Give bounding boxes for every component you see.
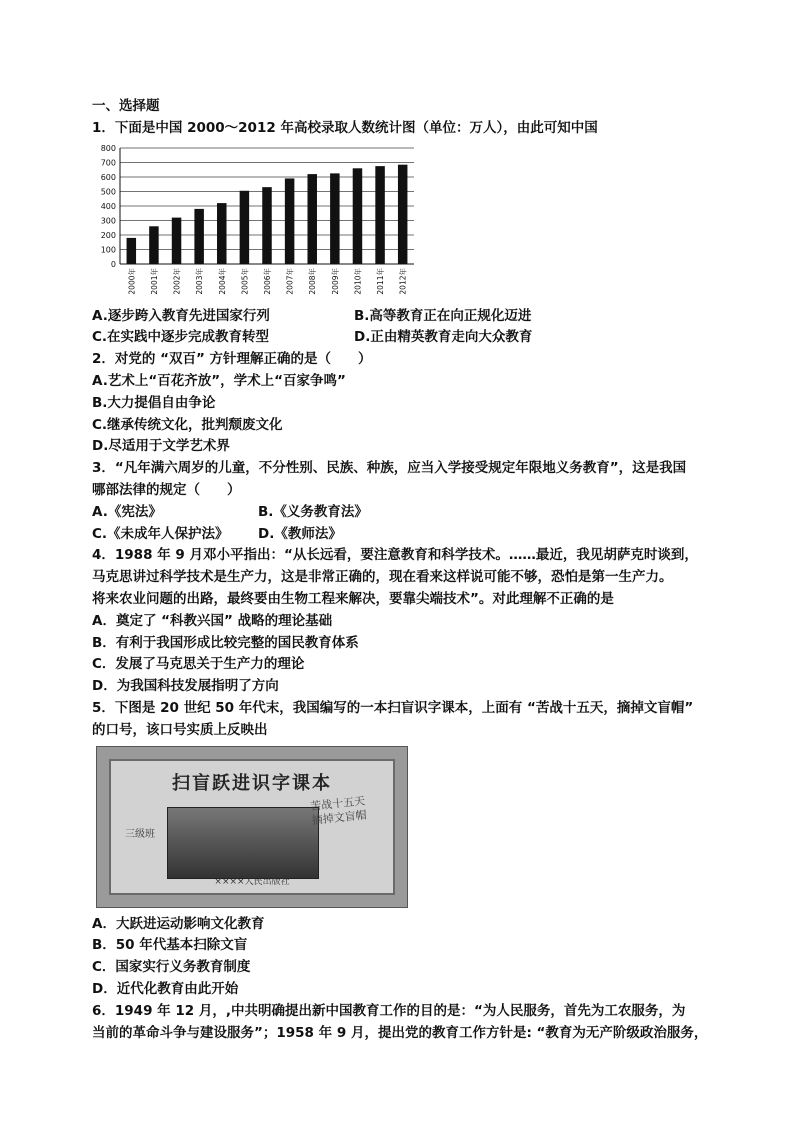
bar-2009年 bbox=[330, 173, 339, 264]
x-tick-label: 2000年 bbox=[127, 267, 137, 295]
q3-option-c[interactable]: C.《未成年人保护法》 bbox=[92, 525, 229, 542]
x-tick-label: 2003年 bbox=[195, 267, 205, 295]
enrollment-bar-chart bbox=[92, 142, 422, 302]
bar-2008年 bbox=[307, 174, 316, 264]
q6-stem-line1: 6．1949 年 12 月，,中共明确提出新中国教育工作的目的是：“为人民服务，首先为工农服务，为 bbox=[92, 1002, 686, 1019]
q2-option-b[interactable]: B.大力提倡自由争论 bbox=[92, 394, 216, 411]
q4-stem-line3: 将来农业问题的出路，最终要由生物工程来解决，要靠尖端技术”。对此理解不正确的是 bbox=[92, 590, 614, 607]
q5-option-b[interactable]: B．50 年代基本扫除文盲 bbox=[92, 937, 248, 954]
q2-option-c[interactable]: C.继承传统文化，批判颓废文化 bbox=[92, 416, 283, 433]
q4-stem-line1: 4．1988 年 9 月邓小平指出：“从长远看，要注意教育和科学技术。……最近，我见胡萨克时谈到， bbox=[92, 547, 698, 564]
x-tick-label: 2002年 bbox=[172, 267, 182, 295]
q3-options-row2 bbox=[92, 524, 712, 546]
textbook-title: 扫盲跃进识字课本 bbox=[172, 772, 332, 794]
q4-option-c[interactable]: C．发展了马克思关于生产力的理论 bbox=[92, 656, 305, 673]
bar-2010年 bbox=[353, 168, 362, 264]
q5-option-c[interactable]: C．国家实行义务教育制度 bbox=[92, 959, 251, 976]
cover-stamp: 三级班 bbox=[125, 828, 155, 840]
textbook-cover bbox=[109, 759, 395, 895]
x-tick-label: 2005年 bbox=[240, 267, 250, 295]
y-tick-label: 0 bbox=[110, 259, 116, 269]
q5-option-d[interactable]: D．近代化教育由此开始 bbox=[92, 980, 239, 997]
q5-stem-line1: 5．下图是 20 世纪 50 年代末，我国编写的一本扫盲识字课本，上面有 “苦战十五天，摘掉文盲帽” bbox=[92, 699, 694, 716]
x-tick-label: 2006年 bbox=[263, 267, 272, 295]
y-tick-label: 400 bbox=[100, 201, 116, 211]
x-tick-label: 2009年 bbox=[330, 267, 340, 295]
q1-option-c[interactable]: C.在实践中逐步完成教育转型 bbox=[92, 329, 270, 346]
x-tick-label: 2011年 bbox=[376, 267, 386, 295]
q2-stem: 2．对党的 “双百” 方针理解正确的是（ ） bbox=[92, 351, 372, 368]
bar-2000年 bbox=[127, 237, 136, 263]
q5-option-a[interactable]: A．大跃进运动影响文化教育 bbox=[92, 915, 265, 932]
y-tick-label: 800 bbox=[100, 143, 116, 153]
q3-options-row1 bbox=[92, 502, 712, 524]
q1-options-row1 bbox=[92, 306, 712, 328]
y-tick-label: 600 bbox=[100, 172, 116, 182]
x-tick-label: 2004年 bbox=[217, 267, 227, 295]
y-tick-label: 700 bbox=[100, 158, 116, 168]
bar-2012年 bbox=[398, 164, 407, 263]
q1-option-d[interactable]: D.正由精英教育走向大众教育 bbox=[354, 329, 533, 346]
q3-stem-line1: 3．“凡年满六周岁的儿童，不分性别、民族、种族，应当入学接受规定年限地义务教育”，这是我国 bbox=[92, 460, 687, 477]
chart-svg bbox=[92, 142, 422, 302]
q1-stem: 1．下面是中国 2000～2012 年高校录取人数统计图（单位：万人），由此可知中国 bbox=[92, 119, 598, 136]
bar-2001年 bbox=[149, 226, 158, 264]
literacy-textbook-photo bbox=[96, 746, 408, 908]
handwritten-slogan: 苦战十五天 摘掉文盲帽 bbox=[309, 793, 368, 827]
bar-2007年 bbox=[285, 178, 294, 264]
bar-2003年 bbox=[194, 208, 203, 263]
q4-stem-line2: 马克思讲过科学技术是生产力，这是非常正确的，现在看来这样说可能不够，恐怕是第一生产力。 bbox=[92, 569, 673, 586]
x-tick-label: 2007年 bbox=[285, 267, 295, 295]
q1-options-row2 bbox=[92, 327, 712, 349]
x-tick-label: 2012年 bbox=[398, 267, 408, 295]
q3-option-d[interactable]: D.《教师法》 bbox=[258, 525, 342, 542]
cover-illustration bbox=[167, 807, 319, 879]
y-tick-label: 300 bbox=[100, 216, 116, 226]
q3-option-a[interactable]: A.《宪法》 bbox=[92, 503, 162, 520]
cover-publisher: ××××人民出版社 bbox=[214, 876, 290, 887]
y-tick-label: 200 bbox=[100, 230, 116, 240]
x-tick-label: 2008年 bbox=[308, 267, 318, 295]
q1-option-b[interactable]: B.高等教育正在向正规化迈进 bbox=[354, 307, 532, 324]
section-title: 一、选择题 bbox=[92, 98, 160, 114]
y-tick-label: 100 bbox=[100, 245, 116, 255]
bar-2006年 bbox=[262, 187, 271, 264]
bar-2005年 bbox=[240, 190, 249, 263]
bar-2004年 bbox=[217, 203, 226, 264]
y-tick-label: 500 bbox=[100, 187, 116, 197]
q3-option-b[interactable]: B.《义务教育法》 bbox=[258, 503, 368, 520]
q2-option-d[interactable]: D.尽适用于文学艺术界 bbox=[92, 438, 230, 455]
q3-stem-line2: 哪部法律的规定（ ） bbox=[92, 481, 241, 498]
q2-option-a[interactable]: A.艺术上“百花齐放”，学术上“百家争鸣” bbox=[92, 372, 346, 389]
q4-option-d[interactable]: D．为我国科技发展指明了方向 bbox=[92, 678, 279, 695]
exam-page bbox=[92, 96, 712, 1044]
x-tick-label: 2001年 bbox=[149, 267, 159, 295]
q6-stem-line2: 当前的革命斗争与建设服务”；1958 年 9 月，提出党的教育工作方针是: “教育为无产阶级政治服务， bbox=[92, 1024, 708, 1041]
q4-option-a[interactable]: A．奠定了 “科教兴国” 战略的理论基础 bbox=[92, 612, 333, 629]
bar-2002年 bbox=[172, 217, 181, 263]
q5-stem-line2: 的口号，该口号实质上反映出 bbox=[92, 721, 268, 738]
bar-2011年 bbox=[375, 166, 384, 264]
x-tick-label: 2010年 bbox=[353, 267, 363, 295]
q4-option-b[interactable]: B．有利于我国形成比较完整的国民教育体系 bbox=[92, 634, 359, 651]
q1-option-a[interactable]: A.逐步跨入教育先进国家行列 bbox=[92, 307, 270, 324]
